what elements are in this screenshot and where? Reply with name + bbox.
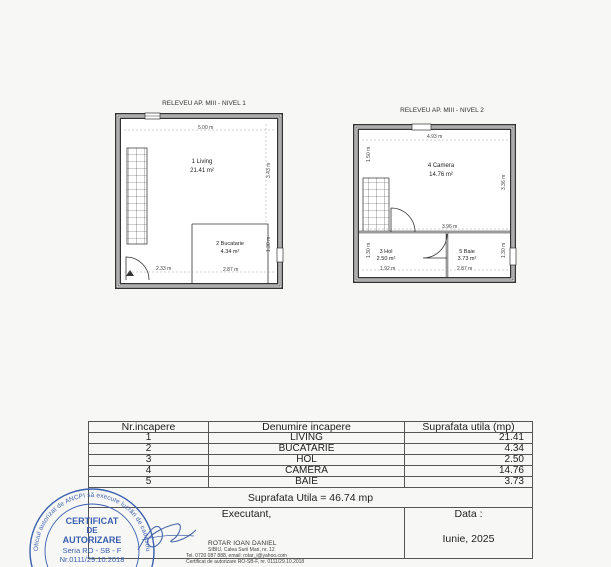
room2-label: 2 Bucatarie — [216, 241, 244, 247]
executant-certificate: Certificat de autorizare RO-SB-F, nr. 0111/29.10.2018 — [186, 559, 305, 565]
level2-dim-right-lower: 1.30 m — [501, 242, 507, 258]
row-nr: 4 — [89, 466, 209, 477]
row-nr: 1 — [89, 433, 209, 444]
table-row — [89, 444, 533, 455]
room4-area: 14.76 m² — [429, 172, 453, 178]
total-area: Suprafata Utila = 46.74 mp — [89, 488, 533, 508]
stamp-ring-text: Oficiul autorizat de ANCPI să execute lucrări de cadastru — [32, 491, 152, 552]
row-nr: 5 — [89, 477, 209, 488]
executant-contact: Tel. 0720 087 888, email: rotar_i@yahoo.com — [186, 553, 287, 559]
row-name: BUCATARIE — [209, 444, 405, 455]
stamp-line1: CERTIFICAT — [65, 516, 119, 526]
row-area: 4.34 — [405, 444, 533, 455]
level2-title: RELEVEU AP. MIII - NIVEL 2 — [400, 107, 484, 114]
date-value: Iunie, 2025 — [442, 533, 495, 545]
level2-dim-bottom-left: 1.92 m — [380, 266, 396, 272]
level1-dim-bottom-right: 2.87 m — [223, 267, 239, 273]
date-label: Data : — [454, 508, 483, 520]
stamp-line5: Nr.0111/29.10.2018 — [59, 555, 125, 564]
executant-address: SIBIU, Calea Surii Mari, nr. 12 — [208, 547, 275, 553]
room3-area: 2.50 m² — [376, 256, 396, 262]
level1-dim-bottom-left: 2.33 m — [156, 266, 172, 272]
authorization-stamp — [28, 487, 156, 567]
header-nr: Nr.incapere — [89, 422, 209, 433]
table-row — [89, 466, 533, 477]
table-row — [89, 477, 533, 488]
row-name: BAIE — [209, 477, 405, 488]
room1-area: 21.41 m² — [190, 168, 214, 174]
executant-name: ROTAR IOAN DANIEL — [208, 540, 277, 547]
room4-label: 4 Camera — [427, 163, 455, 169]
row-nr: 2 — [89, 444, 209, 455]
table-header-row — [89, 422, 533, 433]
stamp-line3: AUTORIZARE — [62, 535, 122, 545]
executant-label: Executant, — [221, 508, 272, 520]
level1-dim-right-lower: 1.30 m — [266, 236, 272, 252]
row-area: 21.41 — [405, 433, 533, 444]
level1-title: RELEVEU AP. MIII - NIVEL 1 — [162, 100, 246, 107]
level1-plan — [118, 113, 283, 286]
level2-dim-bottom-right: 2.87 m — [457, 266, 473, 272]
row-area: 2.50 — [405, 455, 533, 466]
room5-area: 3.73 m² — [457, 256, 477, 262]
row-name: LIVING — [209, 433, 405, 444]
table-row — [89, 433, 533, 444]
row-name: CAMERA — [209, 466, 405, 477]
room5-label: 5 Baie — [459, 249, 475, 255]
level2-dim-left-lower: 1.30 m — [366, 242, 372, 258]
row-area: 3.73 — [405, 477, 533, 488]
stamp-line2: DE — [86, 526, 98, 535]
level2-dim-right: 3.36 m — [501, 174, 507, 190]
level1-dim-right: 3.43 m — [266, 162, 272, 178]
room3-label: 3 Hol — [379, 249, 393, 255]
header-area: Suprafata utila (mp) — [405, 422, 533, 433]
row-name: HOL — [209, 455, 405, 466]
level1-dim-top: 5.00 m — [198, 125, 214, 131]
level2-dim-top: 4.93 m — [427, 134, 443, 140]
header-name: Denumire incapere — [209, 422, 405, 433]
room2-area: 4.34 m² — [220, 249, 240, 255]
level2-dim-middle: 3.96 m — [442, 224, 458, 230]
room1-label: 1 Living — [191, 159, 213, 165]
row-area: 14.76 — [405, 466, 533, 477]
level2-dim-left: 1.50 m — [366, 146, 372, 162]
date-cell — [405, 508, 533, 559]
table-row — [89, 455, 533, 466]
stamp-line4: Seria RO - SB - F — [62, 546, 122, 555]
row-nr: 3 — [89, 455, 209, 466]
